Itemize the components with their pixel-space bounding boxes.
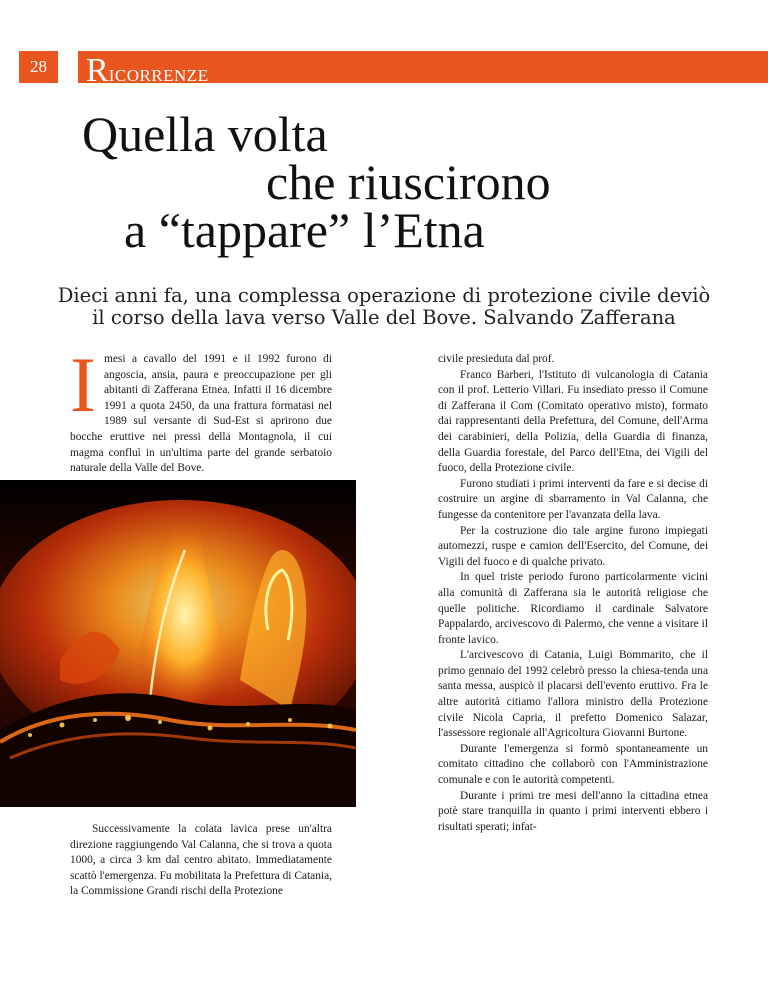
article-column-left-bottom	[70, 822, 332, 900]
right-paragraph-5: In quel triste periodo furono particolarmente vicini alla comunità di Zafferana sia le autorità religiose che quelle politiche. Ricordiamo il cardinale Salvatore Pappalardo, arcivescovo di Palermo, che venne a visitare il fronte lavico.	[438, 571, 708, 646]
etna-eruption-photo	[0, 480, 356, 807]
article-column-left-top	[70, 341, 332, 477]
article-subtitle	[40, 285, 728, 329]
subtitle-line-1: Dieci anni fa, una complessa operazione di protezione civile deviò	[57, 284, 711, 307]
right-paragraph-8: Durante i primi tre mesi dell'anno la cittadina etnea potè stare tranquilla in quanto i primi interventi ebbero i risultati sperati; infat-	[438, 789, 708, 833]
title-line-3: a “tappare” l’Etna	[124, 202, 485, 258]
drop-cap: I	[70, 341, 96, 428]
right-paragraph-4: Per la costruzione dio tale argine furono impiegati automezzi, ruspe e camion dell'Esercito, del Comune, dei Vigili del fuoco e di qualche privato.	[438, 524, 708, 568]
section-header-bar	[78, 51, 768, 83]
intro-text: mesi a cavallo del 1991 e il 1992 furono di angoscia, ansia, paura e preoccupazione per gli abitanti di Zafferana Etnea. Infatti il 16 dicembre 1991 a quota 2450, da una frattura formatasi nel 1989 sul versante di Sud-Est si aprirono due bocche eruttive nei pressi della Montagnola, il cui magma confluì in un'ultima parte del grande serbatoio naturale della Valle del Bove.	[70, 353, 332, 475]
article-title	[0, 106, 768, 258]
section-rest: ICORRENZE	[108, 66, 209, 83]
page-number: 28	[19, 51, 58, 83]
right-paragraph-2: Franco Barberi, l'Istituto di vulcanologia di Catania con il prof. Letterio Villari. Fu insediato presso il Comune di Zafferana il Com (Comitato operativo misto), formato dai rappresentanti della Prefettura, del Comune, dell'Arma dei carabinieri, della Polizia, della Guardia di finanza, della Guardia forestale, del Parco dell'Etna, dei Vigili del fuoco, della Protezione civile.	[438, 368, 708, 475]
left-bottom-paragraph: Successivamente la colata lavica prese un'altra direzione raggiungendo Val Calanna, che si trova a quota 1000, a circa 3 km dal centro abitato. Immediatamente scattò l'emergenza. Fu mobilitata la Prefettura di Catania, la Commissione Grandi rischi della Protezione	[70, 823, 332, 898]
right-paragraph-7: Durante l'emergenza si formò spontaneamente un comitato cittadino che collaborò con l'Amministrazione comunale e con le autorità competenti.	[438, 742, 708, 787]
subtitle-line-2: il corso della lava verso Valle del Bove. Salvando Zafferana	[92, 306, 676, 329]
section-initial: R	[86, 52, 109, 83]
title-line-1: Quella volta	[82, 106, 328, 162]
section-label	[86, 51, 209, 83]
article-column-right	[438, 352, 708, 835]
right-paragraph-1: civile presieduta dal prof.	[438, 353, 555, 365]
right-paragraph-3: Furono studiati i primi interventi da fare e si decise di costruire un argine di sbarramento in Val Calanna, che fungesse da contenitore per l'avanzata della lava.	[438, 477, 708, 521]
intro-paragraph	[70, 341, 332, 477]
title-line-2: che riuscirono	[266, 154, 551, 210]
right-paragraph-6: L'arcivescovo di Catania, Luigi Bommarito, che il primo gennaio del 1992 celebrò presso la chiesa-tenda una santa messa, auspicò il placarsi dell'evento eruttivo. Fra le altre autorità citiamo l'allora ministro della Protezione civile Nicola Capria, il prefetto Domenico Salazar, l'assessore regionale all'Agricoltura Giovanni Burtone.	[438, 649, 708, 740]
